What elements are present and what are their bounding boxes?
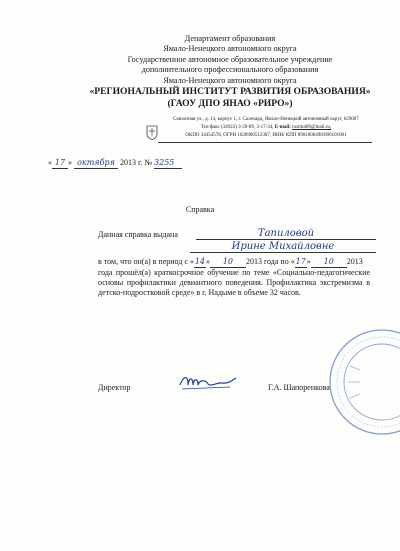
period-month-from: 10 xyxy=(210,257,246,268)
contact-phone-email xyxy=(164,124,368,131)
reg-number: 3255 xyxy=(154,158,182,169)
signature-scribble-icon xyxy=(178,371,238,393)
period-prefix: в том, что он(а) в период с « xyxy=(98,257,194,266)
registration-line: « 17 » октября 2013 г. № 3255 xyxy=(48,158,182,169)
contact-okpo: ОКПО 34454578, ОГРН 1028900512387, ИНН/ КПП 8901006490/890101001 xyxy=(185,133,347,138)
course-text: года прошёл(а) краткосрочное обучение по теме «Социально-педагогические основы профилактики девиантного поведения. Профилактика экстремизма в детско-подростковой среде» в г. Надыме в объеме 32 часов. xyxy=(98,268,370,297)
period-year-from: 2013 года по « xyxy=(245,257,295,266)
period-day-from: 14 xyxy=(194,257,206,266)
header-region-2: Ямало-Ненецкого автономного округа xyxy=(163,76,297,85)
period-month-to: 10 xyxy=(311,257,347,268)
period-year-to: 2013 xyxy=(346,257,363,266)
issued-surname: Тапиловой xyxy=(196,229,376,240)
header-institute-title: «РЕГИОНАЛЬНЫЙ ИНСТИТУТ РАЗВИТИЯ ОБРАЗОВАНИЯ» xyxy=(89,86,371,97)
header-institute-abbr: (ГАОУ ДПО ЯНАО «РИРО») xyxy=(167,98,293,109)
signature-position: Директор xyxy=(98,383,131,392)
signature-name: Г.А. Шапоренкова xyxy=(268,383,330,392)
period-day-to: 17 xyxy=(295,257,306,266)
reg-month: октября xyxy=(74,158,118,169)
contact-email: institut89@mail.ru, xyxy=(292,125,332,130)
period-quote-1: » xyxy=(205,257,210,266)
issued-label: Данная справка выдана xyxy=(98,230,178,239)
institution-stamp-icon xyxy=(320,326,400,438)
issued-name: Ирине Михайловне xyxy=(190,242,376,253)
reg-day: 17 xyxy=(52,158,68,169)
contact-address: Совхозная ул., д. 14, корпус 1, г. Салехард, Ямало-Ненецкий автономный округ, 629007 xyxy=(173,117,359,122)
header-education-type: дополнительного профессионального образования xyxy=(141,65,319,74)
header-rule xyxy=(158,142,372,143)
document-title: Справка xyxy=(185,205,215,214)
contact-email-label: E-mail: xyxy=(274,125,291,130)
contact-phone: Тел/факс (34922) 3-39-89, 3-17-34, xyxy=(200,125,274,130)
emblem-icon xyxy=(146,125,158,140)
header-region: Ямало-Ненецкого автономного округа xyxy=(163,44,297,53)
period-line xyxy=(98,257,363,268)
reg-year: 2013 г. xyxy=(120,158,143,167)
reg-number-label: № xyxy=(144,158,153,167)
header-department: Департамент образования xyxy=(184,34,276,43)
period-quote-2: » xyxy=(306,257,311,266)
header-institution-type: Государственное автономное образовательное учреждение xyxy=(127,55,333,64)
